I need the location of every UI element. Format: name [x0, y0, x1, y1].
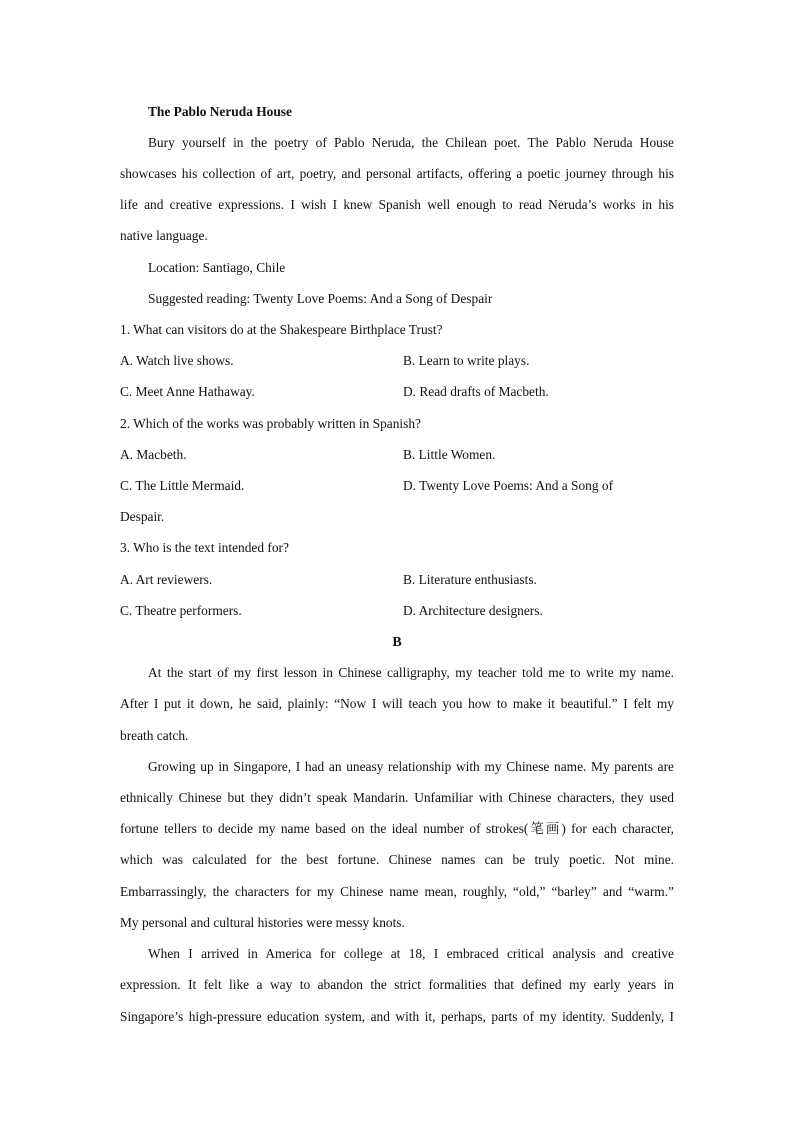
paragraph-line: Singapore’s high-pressure education system, and with it, perhaps, parts of my identity. Suddenly, I	[120, 1009, 674, 1024]
paragraph-line: My personal and cultural histories were messy knots.	[120, 915, 405, 930]
paragraph-line: expression. It felt like a way to abandon the strict formalities that defined my early years in	[120, 977, 674, 992]
question-stem: 2. Which of the works was probably written in Spanish?	[120, 416, 421, 431]
paragraph-line: which was calculated for the best fortune. Chinese names can be truly poetic. Not mine.	[120, 852, 674, 867]
option-b: B. Literature enthusiasts.	[403, 572, 537, 587]
option-d: D. Read drafts of Macbeth.	[403, 384, 549, 399]
option-d: D. Architecture designers.	[403, 603, 543, 618]
option-d-continuation: Despair.	[120, 509, 165, 524]
option-a: A. Art reviewers.	[120, 572, 213, 587]
option-c: C. Meet Anne Hathaway.	[120, 384, 255, 399]
option-a: A. Watch live shows.	[120, 353, 234, 368]
option-a: A. Macbeth.	[120, 447, 187, 462]
paragraph-line: At the start of my first lesson in Chinese calligraphy, my teacher told me to write my name.	[148, 665, 674, 680]
suggested-reading-line: Suggested reading: Twenty Love Poems: And a Song of Despair	[148, 291, 493, 306]
option-c: C. The Little Mermaid.	[120, 478, 245, 493]
option-b: B. Little Women.	[403, 447, 496, 462]
question-stem: 1. What can visitors do at the Shakespeare Birthplace Trust?	[120, 322, 443, 337]
body-line: Bury yourself in the poetry of Pablo Neruda, the Chilean poet. The Pablo Neruda House	[148, 135, 674, 150]
body-line: native language.	[120, 228, 208, 243]
paragraph-line: Embarrassingly, the characters for my Chinese name mean, roughly, “old,” “barley” and “warm.”	[120, 884, 674, 899]
location-line: Location: Santiago, Chile	[148, 260, 286, 275]
paragraph-line: ethnically Chinese but they didn’t speak Mandarin. Unfamiliar with Chinese characters, they used	[120, 790, 674, 805]
paragraph-line: fortune tellers to decide my name based on the ideal number of strokes(笔画) for each character,	[120, 821, 674, 836]
paragraph-line: After I put it down, he said, plainly: “Now I will teach you how to make it beautiful.” I felt my	[120, 696, 674, 711]
section-heading: B	[392, 635, 402, 650]
paragraph-line: Growing up in Singapore, I had an uneasy relationship with my Chinese name. My parents are	[148, 759, 674, 774]
paragraph-line: breath catch.	[120, 728, 189, 743]
option-d: D. Twenty Love Poems: And a Song of	[403, 478, 614, 493]
option-c: C. Theatre performers.	[120, 603, 242, 618]
paragraph-line: When I arrived in America for college at 18, I embraced critical analysis and creative	[148, 946, 674, 961]
option-b: B. Learn to write plays.	[403, 353, 530, 368]
section-title: The Pablo Neruda House	[148, 104, 292, 119]
question-stem: 3. Who is the text intended for?	[120, 540, 289, 555]
body-line: life and creative expressions. I wish I knew Spanish well enough to read Neruda’s works in his	[120, 197, 674, 212]
body-line: showcases his collection of art, poetry, and personal artifacts, offering a poetic journey through his	[120, 166, 674, 181]
